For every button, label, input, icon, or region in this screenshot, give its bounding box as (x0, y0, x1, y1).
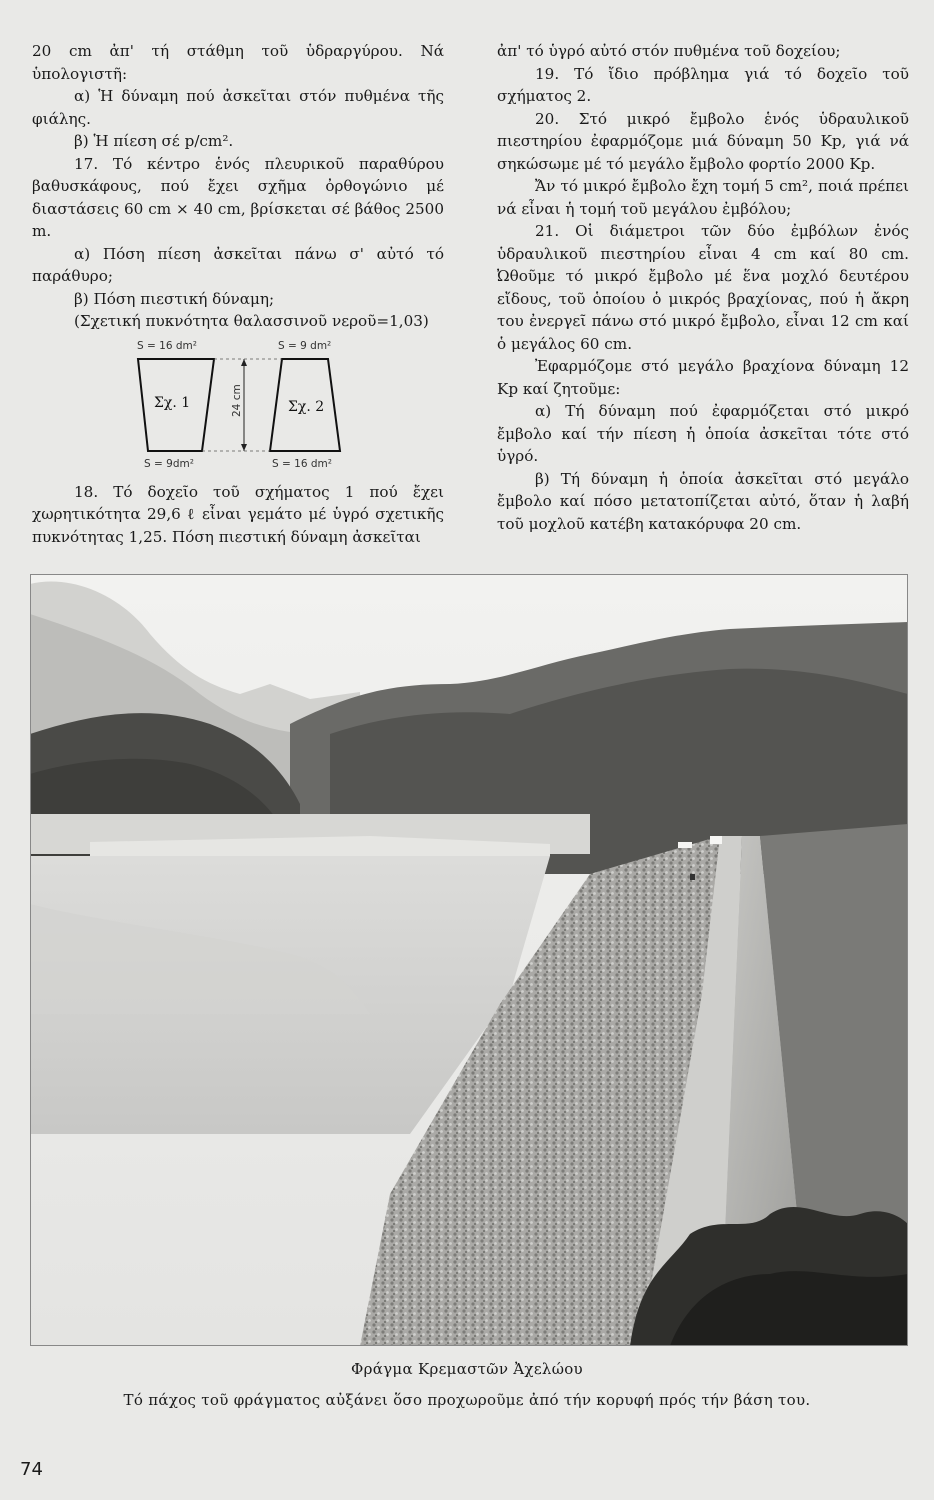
paragraph: α) Τή δύναμη πού ἐφαρμόζεται στό μικρό ἔμβολο καί τήν πίεση ἡ ὁποία ἀσκεῖται τότε στό ὑγρό. (497, 402, 909, 465)
label-fig-2: Σχ. 2 (288, 398, 325, 415)
left-column (32, 40, 444, 548)
paragraph: β) Πόση πιεστική δύναμη; (74, 289, 275, 308)
arrow-up-icon (241, 359, 247, 366)
arrow-down-icon (241, 444, 247, 451)
dam-photo-drawing (30, 574, 908, 1346)
label-fig-1: Σχ. 1 (154, 394, 191, 411)
paragraph: Ἄν τό μικρό ἔμβολο ἔχη τομή 5 cm², ποιά πρέπει νά εἶναι ἡ τομή τοῦ μεγάλου ἐμβόλου; (497, 177, 909, 218)
paragraph: α) Ἡ δύναμη πού ἀσκεῖται στόν πυθμένα τῆς φιάλης. (32, 87, 444, 128)
right-column (497, 40, 909, 535)
label-height: 24 cm (231, 383, 243, 417)
photo-caption-subtitle: Τό πάχος τοῦ φράγματος αὐξάνει ὅσο προχωροῦμε ἀπό τήν κορυφή πρός τήν βάση του. (123, 1391, 811, 1409)
paragraph: β) Τή δύναμη ἡ ὁποία ἀσκεῖται στό μεγάλο ἔμβολο καί πόσο μετατοπίζεται αὐτό, ὅταν ἡ λαβή τοῦ μοχλοῦ κατέβη κατακόρυφα 20 cm. (497, 469, 909, 533)
vessels-diagram (32, 335, 444, 475)
label-top-right: S = 9 dm² (278, 339, 332, 352)
paragraph: Ἐφαρμόζομε στό μεγάλο βραχίονα δύναμη 12 Kp καί ζητοῦμε: (497, 357, 909, 398)
label-top-left: S = 16 dm² (137, 339, 197, 352)
paragraph: ἀπ' τό ὑγρό αὐτό στόν πυθμένα τοῦ δοχείου; (497, 42, 841, 60)
paragraph: 17. Τό κέντρο ἑνός πλευρικοῦ παραθύρου βαθυσκάφους, πού ἔχει σχῆμα ὀρθογώνιο μέ διαστάσεις 60 cm × 40 cm, βρίσκεται σέ βάθος 2500 m. (32, 154, 444, 240)
paragraph: α) Πόση πίεση ἀσκεῖται πάνω σ' αὐτό τό παράθυρο; (32, 244, 444, 285)
dam-photograph (30, 574, 908, 1346)
vessels-figure (32, 335, 444, 475)
label-bottom-left: S = 9dm² (144, 457, 194, 470)
paragraph: β) Ἡ πίεση σέ p/cm². (74, 132, 234, 150)
paragraph: 20. Στό μικρό ἔμβολο ἑνός ὑδραυλικοῦ πιεστηρίου ἐφαρμόζομε μιά δύναμη 50 Kp, γιά νά σηκώσωμε μέ τό μεγάλο ἔμβολο φορτίο 2000 Kp. (497, 109, 909, 173)
label-bottom-right: S = 16 dm² (272, 457, 332, 470)
paragraph: 20 cm ἀπ' τή στάθμη τοῦ ὑδραργύρου. Νά ὑπολογιστῆ: (32, 42, 444, 83)
paragraph: 19. Τό ἴδιο πρόβλημα γιά τό δοχεῖο τοῦ σχήματος 2. (497, 64, 909, 105)
paragraph: (Σχετική πυκνότητα θαλασσινοῦ νεροῦ=1,03) (74, 312, 429, 330)
page-number: 74 (20, 1459, 43, 1480)
paragraph: 18. Τό δοχεῖο τοῦ σχήματος 1 πού ἔχει χωρητικότητα 29,6 ℓ εἶναι γεμάτο μέ ὑγρό σχετικῆς πυκνότητας 1,25. Πόση πιεστική δύναμη ἀσκεῖται (32, 482, 444, 546)
paragraph: 21. Οἱ διάμετροι τῶν δύο ἐμβόλων ἑνός ὑδραυλικοῦ πιεστηρίου εἶναι 4 cm καί 80 cm. Ὠθοῦμε τό μικρό ἔμβολο μέ ἕνα μοχλό δευτέρου εἴδους, τοῦ ὁποίου ὁ μικρός βραχίονας, πού ἡ ἄκρη του ἐνεργεῖ πάνω στό μικρό ἔμβολο, εἶναι 12 cm καί ὁ μεγάλος 60 cm. (497, 222, 909, 353)
photo-caption-title: Φράγμα Κρεμαστῶν Ἀχελώου (351, 1360, 583, 1378)
